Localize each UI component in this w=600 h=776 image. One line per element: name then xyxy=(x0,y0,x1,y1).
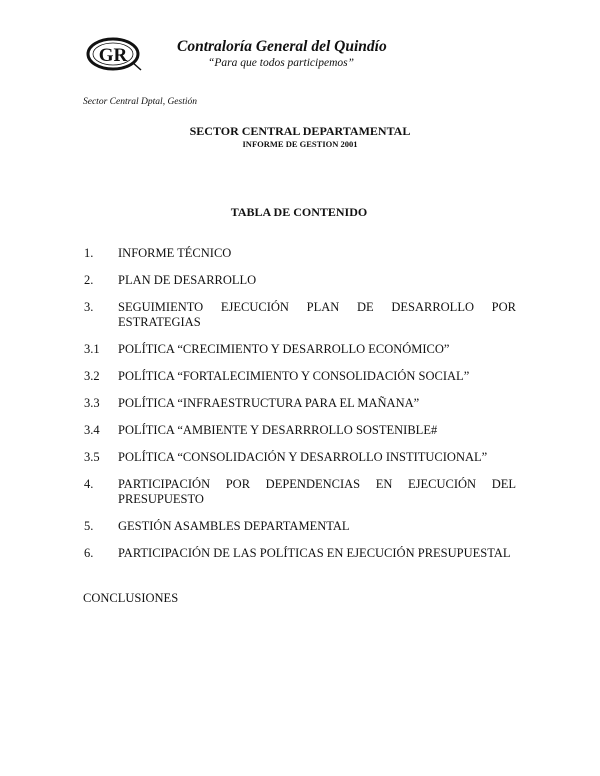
conclusions-heading: CONCLUSIONES xyxy=(83,591,179,605)
toc-item xyxy=(84,450,516,465)
toc-item-number: 3.1 xyxy=(84,342,100,356)
toc-item xyxy=(84,246,516,261)
document-title: SECTOR CENTRAL DEPARTAMENTAL xyxy=(189,124,411,138)
toc-item xyxy=(84,477,516,507)
toc-item-number: 5. xyxy=(84,519,94,533)
toc-item-number: 1. xyxy=(84,246,94,260)
toc-item-text: PARTICIPACIÓN POR DEPENDENCIAS EN EJECUCIÓN DEL PRESUPUESTO xyxy=(118,477,516,506)
toc-item-text: INFORME TÉCNICO xyxy=(118,246,232,260)
sector-line: Sector Central Dptal, Gestión xyxy=(83,97,197,107)
toc-item-text: POLÍTICA “CRECIMIENTO Y DESARROLLO ECONÓMICO” xyxy=(118,342,450,356)
toc-item-number: 3.2 xyxy=(84,369,100,383)
organization-name: Contraloría General del Quindío xyxy=(177,38,387,55)
toc-item-number: 3. xyxy=(84,300,94,314)
contraloria-logo xyxy=(86,36,144,72)
toc-item-number: 2. xyxy=(84,273,94,287)
toc-item xyxy=(84,273,516,288)
toc-heading: TABLA DE CONTENIDO xyxy=(230,205,368,219)
toc-item-text: GESTIÓN ASAMBLES DEPARTAMENTAL xyxy=(118,519,350,533)
toc-item-number: 3.4 xyxy=(84,423,100,437)
document-subtitle: INFORME DE GESTION 2001 xyxy=(242,139,358,149)
toc-item-text: POLÍTICA “INFRAESTRUCTURA PARA EL MAÑANA” xyxy=(118,396,420,410)
toc-item-number: 6. xyxy=(84,546,94,560)
toc-item-number: 3.3 xyxy=(84,396,100,410)
toc-item xyxy=(84,396,516,411)
toc-item-number: 3.5 xyxy=(84,450,100,464)
toc-item-text: POLÍTICA “CONSOLIDACIÓN Y DESARROLLO INSTITUCIONAL” xyxy=(118,450,488,464)
toc-item-number: 4. xyxy=(84,477,94,491)
toc-item xyxy=(84,342,516,357)
organization-motto: “Para que todos participemos” xyxy=(208,57,354,69)
toc-item-text: POLÍTICA “AMBIENTE Y DESARRROLLO SOSTENIBLE# xyxy=(118,423,438,437)
toc-item-text: SEGUIMIENTO EJECUCIÓN PLAN DE DESARROLLO POR ESTRATEGIAS xyxy=(118,300,516,329)
toc-item xyxy=(84,519,516,534)
toc-item-text: POLÍTICA “FORTALECIMIENTO Y CONSOLIDACIÓN SOCIAL” xyxy=(118,369,470,383)
toc-item xyxy=(84,369,516,384)
toc-item-text: PLAN DE DESARROLLO xyxy=(118,273,257,287)
table-of-contents xyxy=(84,246,516,573)
toc-item xyxy=(84,300,516,330)
toc-item-text: PARTICIPACIÓN DE LAS POLÍTICAS EN EJECUCIÓN PRESUPUESTAL xyxy=(118,546,511,560)
svg-text:GR: GR xyxy=(98,45,128,66)
toc-item xyxy=(84,546,516,561)
toc-item xyxy=(84,423,516,438)
